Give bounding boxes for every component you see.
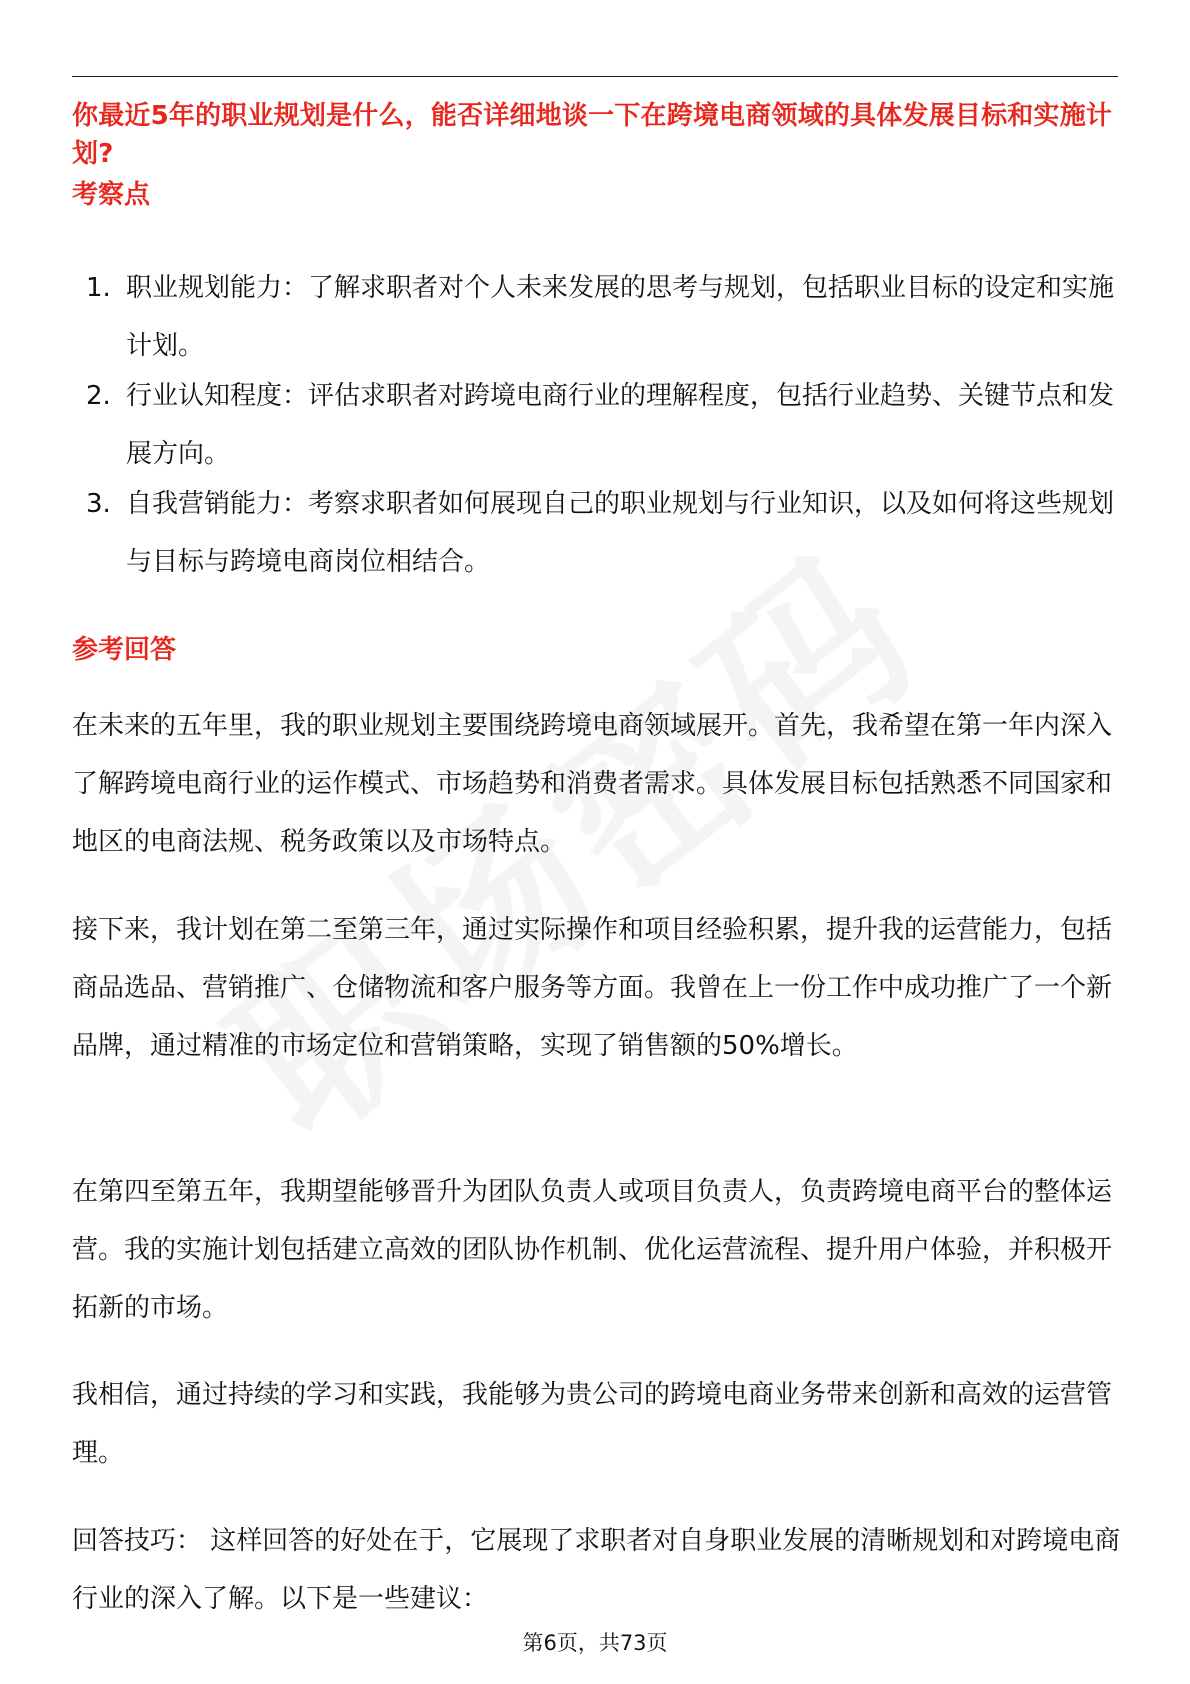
answer-tips-paragraph: 回答技巧： 这样回答的好处在于，它展现了求职者对自身职业发展的清晰规划和对跨境电商行业的深入了解。以下是一些建议： [72, 1526, 1121, 1614]
list-item [72, 475, 1122, 591]
page-number: 第6页，共73页 [522, 1631, 668, 1655]
answer-paragraph: 接下来，我计划在第二至第三年，通过实际操作和项目经验积累，提升我的运营能力，包括商品选品、营销推广、仓储物流和客户服务等方面。我曾在上一份工作中成功推广了一个新品牌，通过精准的市场定位和营销策略，实现了销售额的50%增长。 [72, 915, 1113, 1061]
answer-paragraph: 在第四至第五年，我期望能够晋升为团队负责人或项目负责人，负责跨境电商平台的整体运营。我的实施计划包括建立高效的团队协作机制、优化运营流程、提升用户体验，并积极开拓新的市场。 [72, 1177, 1113, 1323]
section-heading-points: 考察点 [72, 180, 151, 210]
answer-paragraph: 在未来的五年里，我的职业规划主要围绕跨境电商领域展开。首先，我希望在第一年内深入了解跨境电商行业的运作模式、市场趋势和消费者需求。具体发展目标包括熟悉不同国家和地区的电商法规、税务政策以及市场特点。 [72, 711, 1113, 857]
list-item-text: 职业规划能力：了解求职者对个人未来发展的思考与规划，包括职业目标的设定和实施计划。 [126, 273, 1115, 361]
list-item [72, 367, 1122, 483]
top-divider [72, 76, 1118, 77]
list-item [72, 259, 1122, 375]
list-item-text: 自我营销能力：考察求职者如何展现自己的职业规划与行业知识，以及如何将这些规划与目标与跨境电商岗位相结合。 [126, 489, 1115, 577]
list-item-number: 1. [86, 273, 111, 303]
section-heading-answer: 参考回答 [72, 635, 177, 665]
list-item-number: 2. [86, 381, 111, 411]
question-title: 你最近5年的职业规划是什么，能否详细地谈一下在跨境电商领域的具体发展目标和实施计划? [72, 101, 1113, 169]
points-list [72, 259, 1122, 591]
answer-paragraph: 我相信，通过持续的学习和实践，我能够为贵公司的跨境电商业务带来创新和高效的运营管理。 [72, 1380, 1113, 1468]
list-item-text: 行业认知程度：评估求职者对跨境电商行业的理解程度，包括行业趋势、关键节点和发展方向。 [126, 381, 1115, 469]
list-item-number: 3. [86, 489, 111, 519]
